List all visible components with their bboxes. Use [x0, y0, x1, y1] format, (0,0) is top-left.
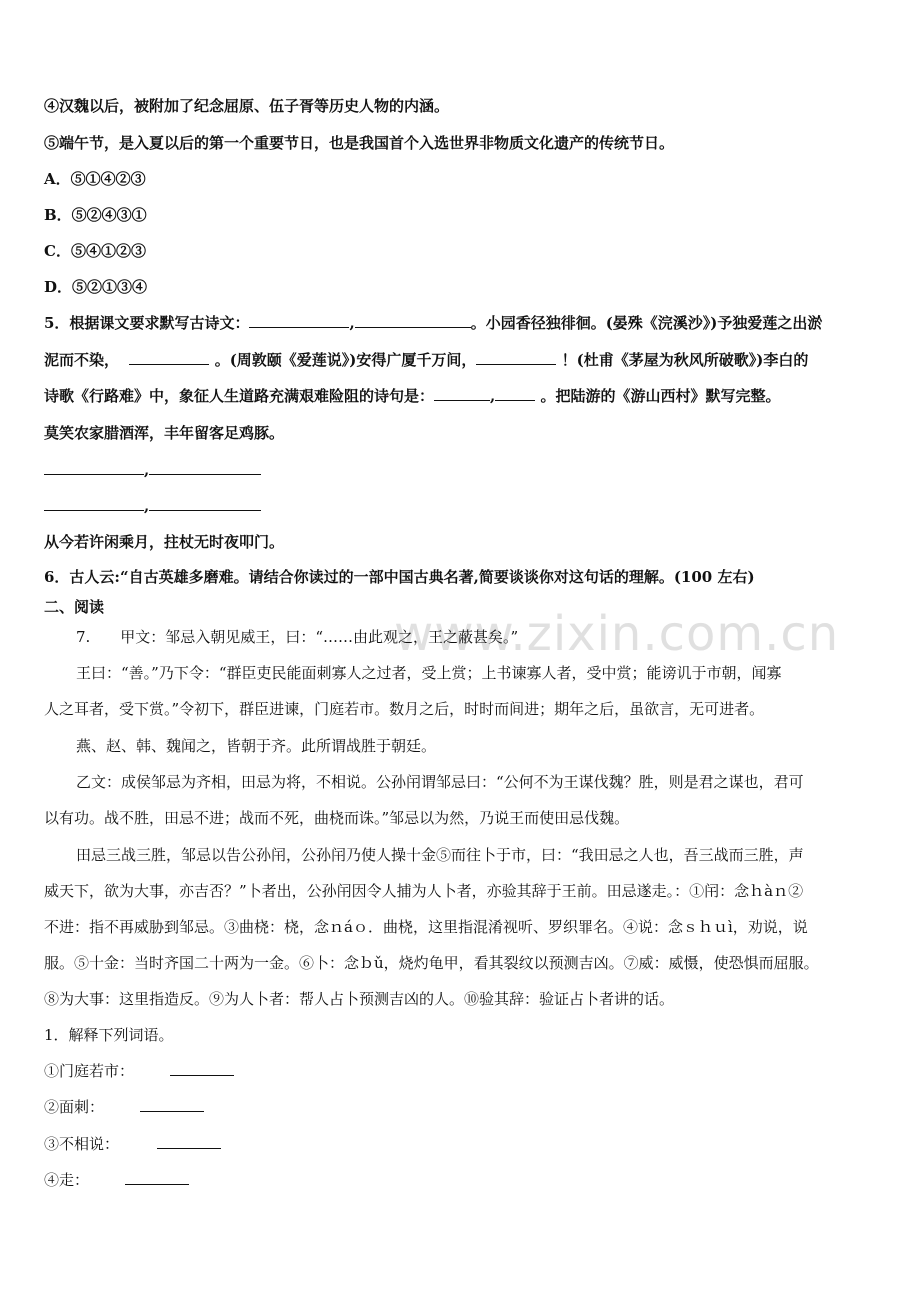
- reading-para: 威天下，欲为大事，亦吉否？”卜者出，公孙闬因令人捕为人卜者，亦验其辞于王前。田忌遂走。：①闬：念ｈàｎ②: [44, 882, 804, 900]
- choice-a: A．⑤①④②③: [44, 170, 146, 188]
- reading-para: ⑧为大事：这里指造反。⑨为人卜者：帮人占卜预测吉凶的人。⑩验其辞：验证占卜者讲的话。: [44, 990, 675, 1008]
- comma: ,: [349, 314, 355, 332]
- q5-poem-line-last: 从今若许闲乘月，拄杖无时夜叩门。: [44, 533, 285, 551]
- q5-line-3: [44, 386, 781, 406]
- q1-item-3: [44, 1134, 221, 1154]
- reading-para: 燕、赵、韩、魏闻之，皆朝于齐。此所谓战胜于朝廷。: [76, 737, 437, 755]
- q5-text: 。小园香径独徘徊。(晏殊《浣溪沙》)予独爱莲之出淤: [470, 314, 823, 332]
- blank[interactable]: [249, 313, 349, 328]
- blank[interactable]: [434, 386, 490, 401]
- option-item-5: ⑤端午节，是入夏以后的第一个重要节日，也是我国首个入选世界非物质文化遗产的传统节日。: [44, 134, 675, 152]
- blank[interactable]: [495, 386, 535, 401]
- choice-c: C．⑤④①②③: [44, 242, 146, 260]
- q1-item-2: [44, 1097, 204, 1117]
- q5-text: 诗歌《行路难》中，象征人生道路充满艰难险阻的诗句是：: [44, 387, 435, 405]
- reading-para: 人之耳者，受下赏。”令初下，群臣进谏，门庭若市。数月之后，时时而间进；期年之后，虽欲言，无可进者。: [44, 700, 765, 718]
- reading-para: 王曰：“善。”乃下令：“群臣吏民能面刺寡人之过者，受上赏；上书谏寡人者，受中赏；能谤讥于市朝，闻寡: [76, 664, 782, 682]
- reading-para: 田忌三战三胜，邹忌以告公孙闬，公孙闬乃使人操十金⑤而往卜于市，曰：“我田忌之人也，吾三战而三胜，声: [76, 846, 804, 864]
- q1-item-label: ①门庭若市：: [44, 1062, 135, 1080]
- blank[interactable]: [476, 350, 556, 365]
- poem-blank-line-2: [44, 496, 261, 516]
- q1-item-1: [44, 1061, 234, 1081]
- blank[interactable]: [125, 1170, 189, 1185]
- q5-poem-line-1: 莫笑农家腊酒浑，丰年留客足鸡豚。: [44, 424, 285, 442]
- reading-para: 服。⑤十金：当时齐国二十两为一金。⑥卜：念ｂǔ，烧灼龟甲，看其裂纹以预测吉凶。⑦威：威慑，使恐惧而屈服。: [44, 954, 819, 972]
- q1-title: 1．解释下列词语。: [44, 1026, 174, 1044]
- reading-para: 7. 甲文：邹忌入朝见威王，曰：“……由此观之，王之蔽甚矣。”: [76, 628, 519, 646]
- q1-item-4: [44, 1170, 189, 1190]
- comma: ,: [144, 497, 150, 515]
- blank[interactable]: [355, 313, 471, 328]
- blank[interactable]: [170, 1061, 234, 1076]
- watermark: www.zixin.com.cn: [394, 606, 840, 662]
- q1-item-label: ④走：: [44, 1171, 90, 1189]
- blank[interactable]: [44, 496, 144, 511]
- q5-text: 。(周敦颐《爱莲说》)安得广厦千万间，: [214, 351, 477, 369]
- choice-b: B．⑤②④③①: [44, 206, 147, 224]
- poem-blank-line-1: [44, 460, 261, 480]
- q5-prompt: 5．根据课文要求默写古诗文：: [44, 314, 250, 332]
- section-heading: 二、阅读: [44, 598, 105, 616]
- reading-para: 以有功。战不胜，田忌不进；战而不死，曲桡而诛。”邹忌以为然，乃说王而使田忌伐魏。: [44, 809, 630, 827]
- choice-d: D．⑤②①③④: [44, 278, 148, 296]
- blank[interactable]: [44, 460, 144, 475]
- q5-text: 。把陆游的《游山西村》默写完整。: [540, 387, 781, 405]
- blank[interactable]: [129, 350, 209, 365]
- reading-para: 不进：指不再威胁到邹忌。③曲桡：桡，念ｎáｏ．曲桡，这里指混淆视听、罗织罪名。④说：念ｓｈｕì，劝说，说: [44, 918, 808, 936]
- blank[interactable]: [149, 496, 261, 511]
- comma: ,: [144, 461, 150, 479]
- option-item-4: ④汉魏以后，被附加了纪念屈原、伍子胥等历史人物的内涵。: [44, 97, 450, 115]
- q5-text: ！(杜甫《茅屋为秋风所破歌》)李白的: [561, 351, 809, 369]
- comma: ,: [490, 387, 496, 405]
- blank[interactable]: [157, 1134, 221, 1149]
- blank[interactable]: [149, 460, 261, 475]
- q5-line-1: [44, 313, 822, 333]
- q6-text: 6．古人云:“自古英雄多磨难。请结合你读过的一部中国古典名著,简要谈谈你对这句话的理解。(100 左右): [44, 568, 755, 586]
- q5-line-2: [44, 350, 808, 370]
- blank[interactable]: [140, 1097, 204, 1112]
- q1-item-label: ②面刺：: [44, 1098, 105, 1116]
- reading-para: 乙文：成侯邹忌为齐相，田忌为将，不相说。公孙闬谓邹忌曰：“公何不为王谋伐魏？胜，则是君之谋也，君可: [76, 773, 804, 791]
- q1-item-label: ③不相说：: [44, 1135, 120, 1153]
- q5-text: 泥而不染，: [44, 351, 120, 369]
